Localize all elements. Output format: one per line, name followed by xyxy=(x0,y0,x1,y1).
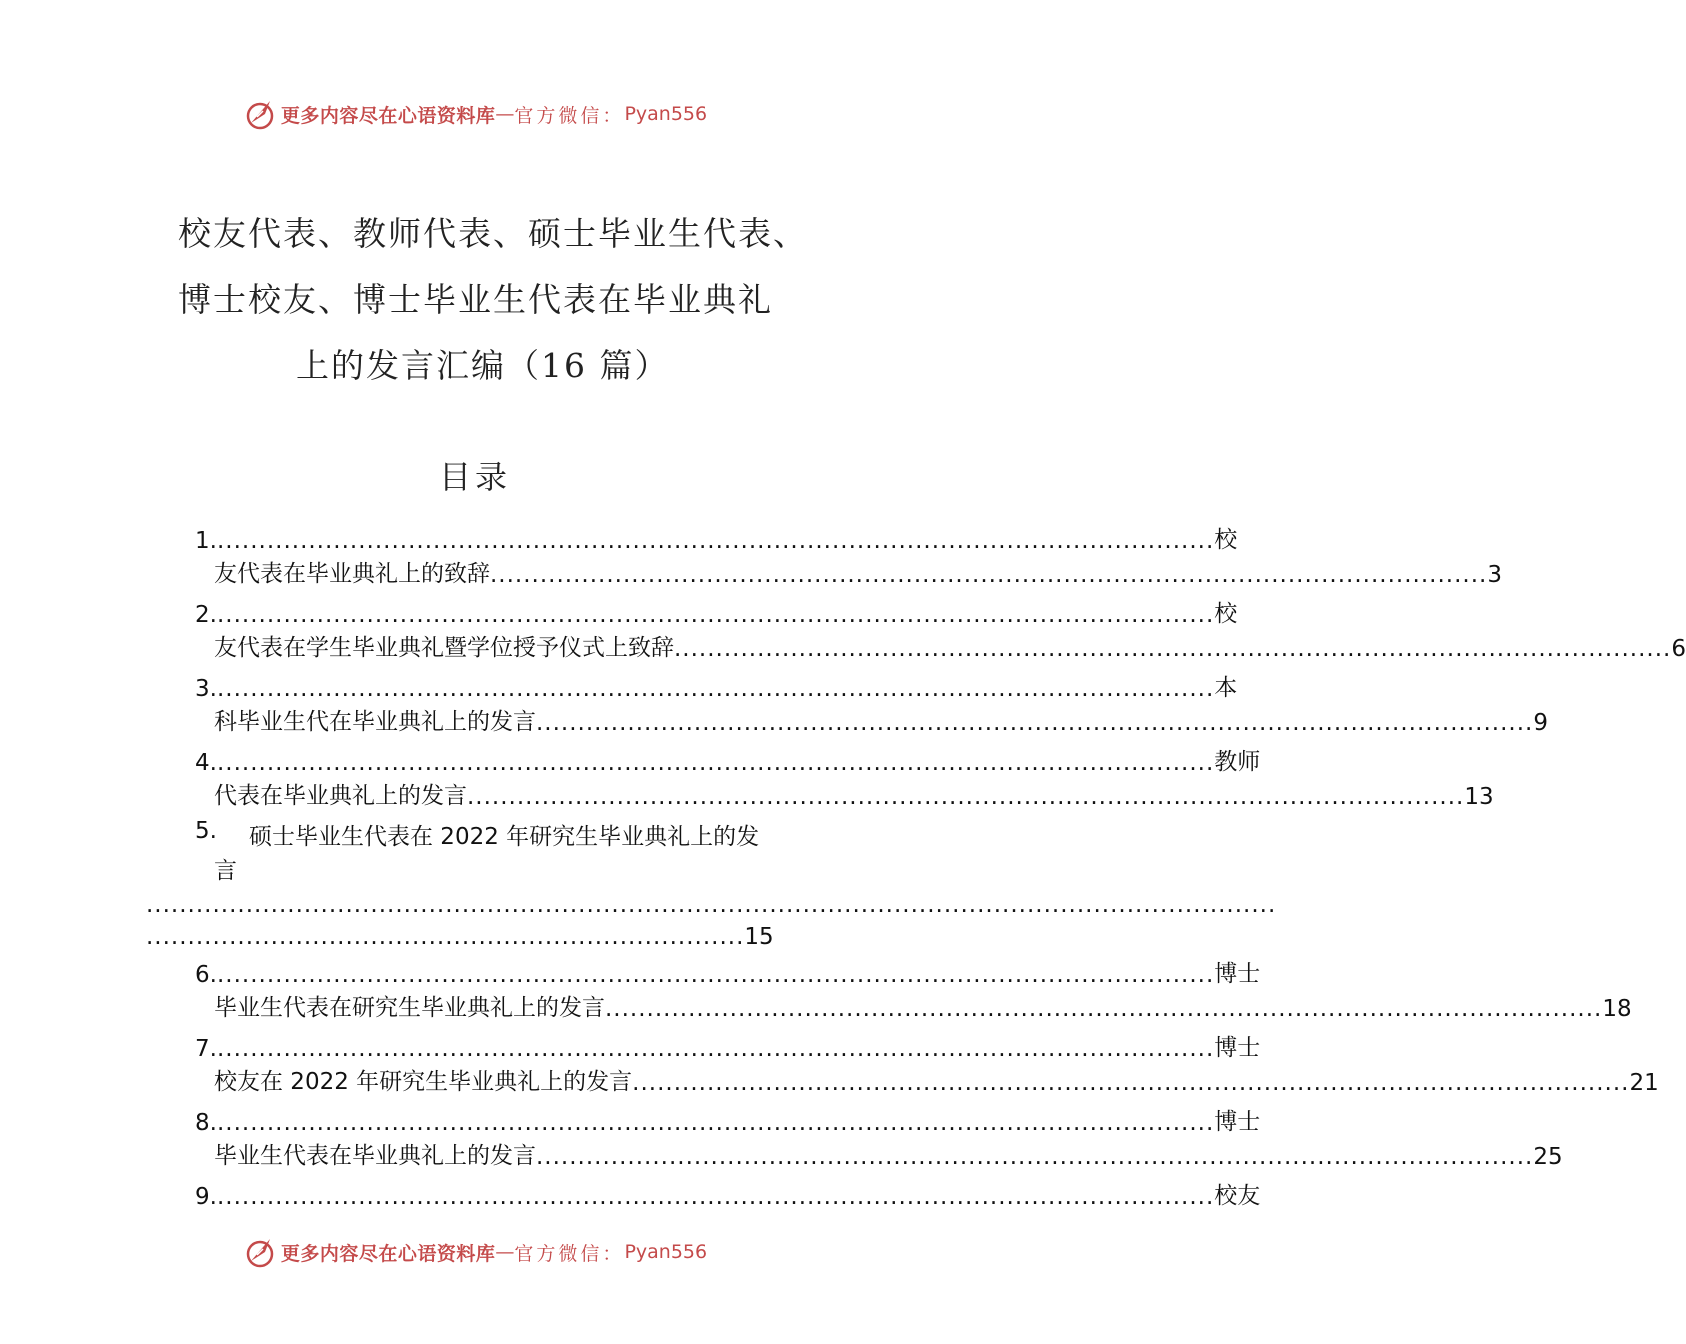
toc-leader-dots: ........................................................................................................................ xyxy=(216,1110,1215,1136)
toc-entry-text: 友代表在毕业典礼上的致辞 xyxy=(214,561,490,587)
toc-heading: 目录 xyxy=(438,458,511,496)
banner-site-text: 更多内容尽在心语资料库 xyxy=(280,1242,496,1265)
toc-leader-dots: ........................................................................................................................ xyxy=(490,562,1488,588)
toc-leader-dots: ........................................................................................................................................ xyxy=(146,892,1277,918)
banner-wechat-id: Pyan556 xyxy=(624,1241,708,1263)
toc-entry-9[interactable] xyxy=(195,1176,1261,1210)
banner-site-text: 更多内容尽在心语资料库 xyxy=(280,104,496,127)
toc-entry-head: 博士 xyxy=(1214,1035,1261,1061)
toc-leader-dots: ........................................................................................................................ xyxy=(632,1070,1630,1096)
toc-entry-3[interactable] xyxy=(195,668,1238,702)
toc-entry-head: 校 xyxy=(1214,601,1238,627)
footer-banner xyxy=(0,1232,950,1272)
toc-entry-number: 1. xyxy=(195,528,217,554)
toc-entry-2-cont[interactable] xyxy=(214,628,1686,662)
toc-page-number: 6 xyxy=(1671,636,1686,662)
toc-entry-4[interactable] xyxy=(195,742,1261,776)
toc-leader-dots: ........................................................................................................................ xyxy=(216,528,1215,554)
toc-entry-head: 本 xyxy=(1214,675,1238,701)
toc-entry-7[interactable] xyxy=(195,1028,1261,1062)
toc-entry-number: 9. xyxy=(195,1184,217,1210)
toc-entry-6[interactable] xyxy=(195,954,1261,988)
feather-pen-logo-icon xyxy=(243,1235,277,1269)
feather-pen-logo-icon xyxy=(243,97,277,131)
banner-wechat-id: Pyan556 xyxy=(624,103,708,125)
header-banner xyxy=(0,94,950,134)
toc-entry-text: 毕业生代表在毕业典礼上的发言 xyxy=(214,1143,536,1169)
toc-page-number: 18 xyxy=(1602,996,1632,1022)
toc-entry-5-text-cont[interactable]: 言 xyxy=(214,858,237,884)
toc-leader-dots: ........................................................................................................................ xyxy=(216,602,1215,628)
banner-wechat-label: 官方微信： xyxy=(514,104,625,127)
toc-entry-text: 校友在 2022 年研究生毕业典礼上的发言 xyxy=(214,1069,633,1095)
document-title-line-2: 博士校友、博士毕业生代表在毕业典礼 xyxy=(178,280,773,319)
banner-separator: — xyxy=(495,103,515,125)
toc-entry-2[interactable] xyxy=(195,594,1238,628)
toc-leader-dots: ........................................................................................................................ xyxy=(216,750,1215,776)
toc-entry-7-cont[interactable] xyxy=(214,1062,1659,1096)
toc-entry-text: 科毕业生代在毕业典礼上的发言 xyxy=(214,709,536,735)
toc-page-number: 9 xyxy=(1533,710,1548,736)
toc-leader-dots: ........................................................................................................................ xyxy=(216,676,1215,702)
toc-entry-4-cont[interactable] xyxy=(214,776,1494,810)
toc-entry-number: 7. xyxy=(195,1036,217,1062)
toc-entry-head: 博士 xyxy=(1214,1109,1261,1135)
toc-entry-5-leader-line xyxy=(146,884,1277,918)
toc-entry-head: 校友 xyxy=(1214,1183,1261,1209)
toc-leader-dots: ........................................................................................................................ xyxy=(674,636,1672,662)
toc-entry-head: 博士 xyxy=(1214,961,1261,987)
toc-entry-3-cont[interactable] xyxy=(214,702,1548,736)
toc-entry-6-cont[interactable] xyxy=(214,988,1632,1022)
toc-entry-number: 4. xyxy=(195,750,217,776)
document-title-line-3: 上的发言汇编（16 篇） xyxy=(296,346,670,385)
banner-separator: — xyxy=(495,1241,515,1263)
toc-entry-1[interactable] xyxy=(195,520,1238,554)
toc-page-number: 15 xyxy=(744,924,774,950)
toc-entry-5-page-line[interactable] xyxy=(146,916,774,950)
toc-leader-dots: ........................................................................................................................ xyxy=(216,962,1215,988)
toc-page-number: 3 xyxy=(1487,562,1502,588)
toc-entry-text: 友代表在学生毕业典礼暨学位授予仪式上致辞 xyxy=(214,635,674,661)
toc-entry-8[interactable] xyxy=(195,1102,1261,1136)
toc-entry-1-cont[interactable] xyxy=(214,554,1502,588)
toc-entry-8-cont[interactable] xyxy=(214,1136,1563,1170)
toc-entry-text: 代表在毕业典礼上的发言 xyxy=(214,783,467,809)
toc-entry-text: 毕业生代表在研究生毕业典礼上的发言 xyxy=(214,995,605,1021)
toc-leader-dots: ........................................................................................................................ xyxy=(536,1144,1534,1170)
toc-leader-dots: ........................................................................................................................ xyxy=(216,1184,1215,1210)
toc-leader-dots: ........................................................................................................................ xyxy=(605,996,1603,1022)
toc-entry-number: 8. xyxy=(195,1110,217,1136)
toc-page-number: 21 xyxy=(1629,1070,1659,1096)
toc-entry-5-number: 5. xyxy=(195,818,217,844)
toc-entry-5-text[interactable]: 硕士毕业生代表在 2022 年研究生毕业典礼上的发 xyxy=(249,824,760,850)
banner-wechat-label: 官方微信： xyxy=(514,1242,625,1265)
toc-entry-number: 3. xyxy=(195,676,217,702)
toc-leader-dots: ........................................................................................................................ xyxy=(216,1036,1215,1062)
toc-entry-head: 教师 xyxy=(1214,749,1261,775)
toc-leader-dots: ........................................................................ xyxy=(146,924,745,950)
toc-leader-dots: ........................................................................................................................ xyxy=(536,710,1534,736)
toc-page-number: 13 xyxy=(1464,784,1494,810)
toc-entry-number: 2. xyxy=(195,602,217,628)
toc-entry-number: 6. xyxy=(195,962,217,988)
document-title-line-1: 校友代表、教师代表、硕士毕业生代表、 xyxy=(178,214,808,253)
toc-entry-head: 校 xyxy=(1214,527,1238,553)
toc-page-number: 25 xyxy=(1533,1144,1563,1170)
toc-leader-dots: ........................................................................................................................ xyxy=(467,784,1465,810)
